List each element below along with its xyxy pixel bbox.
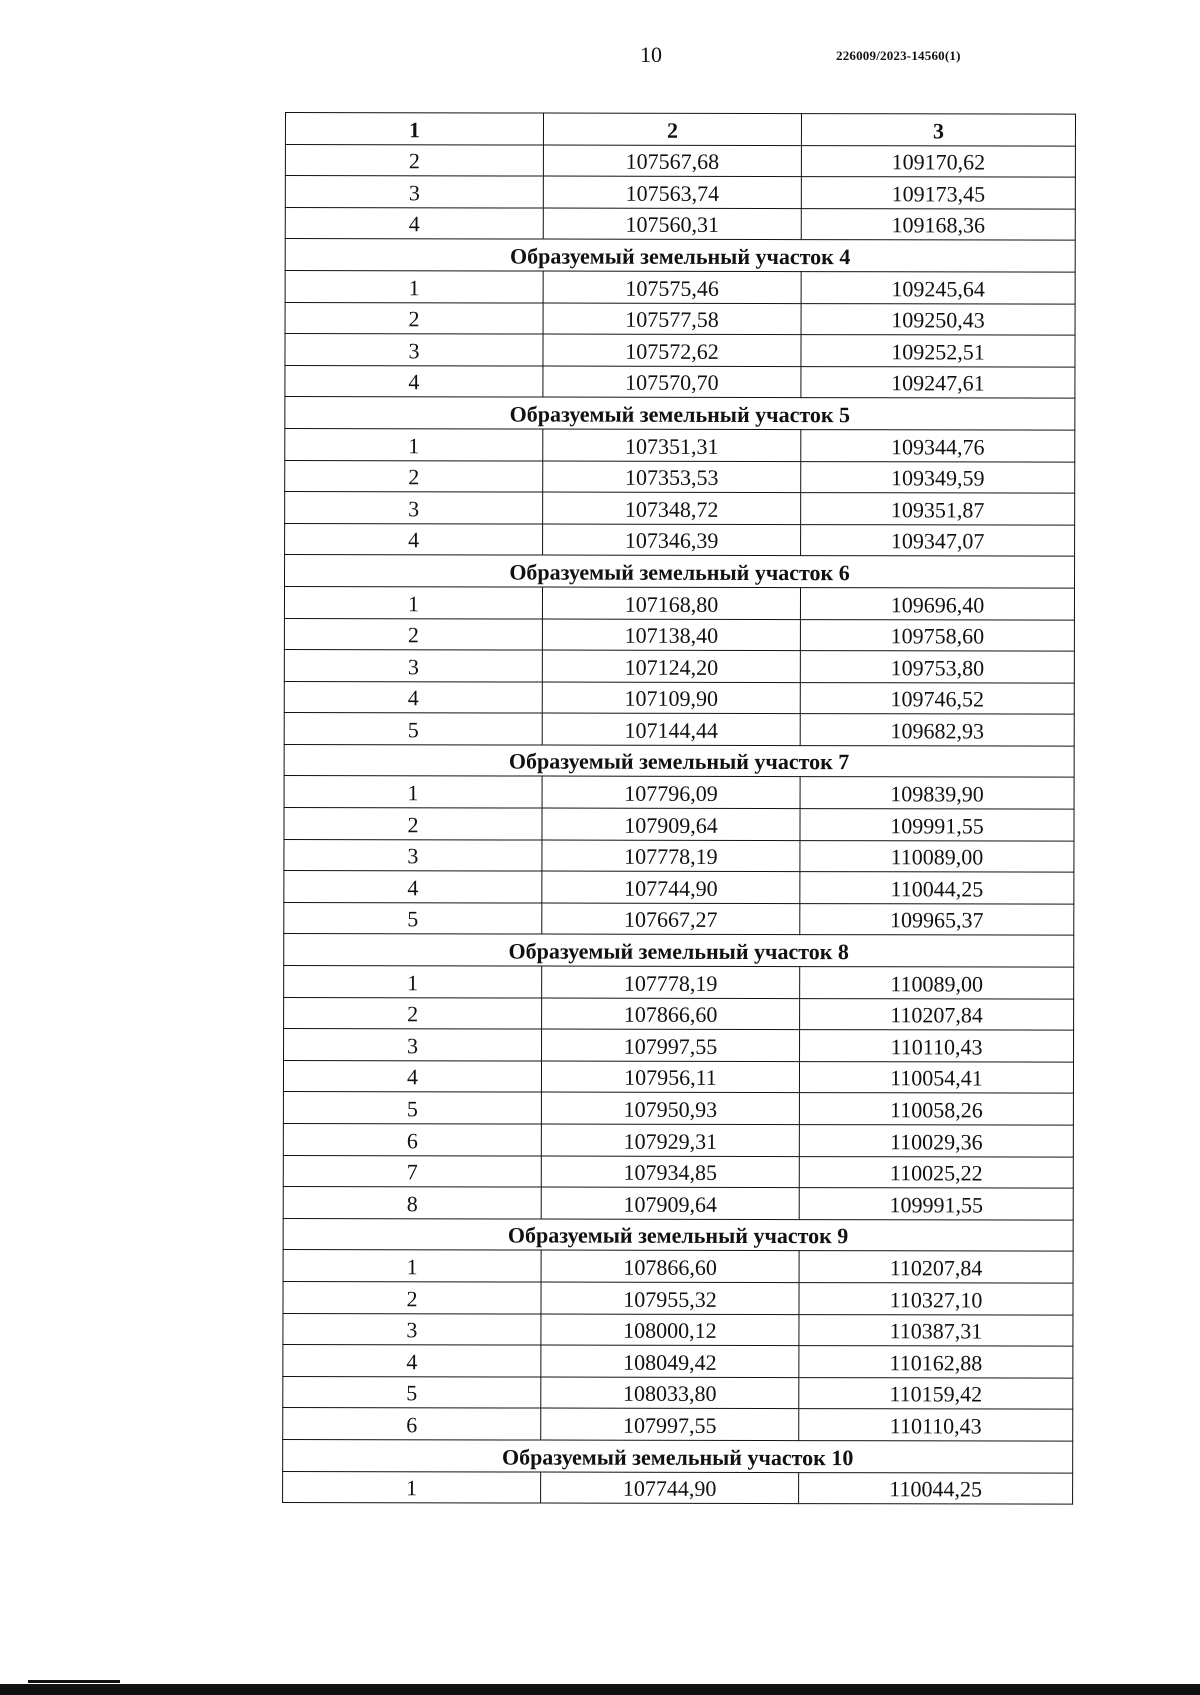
coordinate-y-cell: 110044,25 bbox=[799, 1472, 1073, 1504]
coordinate-x-cell: 107934,85 bbox=[541, 1156, 799, 1188]
coordinate-x-cell: 108049,42 bbox=[541, 1345, 799, 1377]
coordinate-x-cell: 107796,09 bbox=[542, 777, 800, 809]
coordinate-x-cell: 107109,90 bbox=[542, 682, 800, 714]
table-row bbox=[285, 460, 1075, 493]
table-row bbox=[284, 808, 1074, 841]
column-header: 3 bbox=[801, 114, 1075, 146]
coordinate-x-cell: 108000,12 bbox=[541, 1314, 799, 1346]
point-number-cell: 3 bbox=[284, 1029, 542, 1061]
coordinate-x-cell: 107744,90 bbox=[541, 1472, 799, 1504]
scan-edge-mark bbox=[28, 1680, 120, 1683]
coordinate-y-cell: 109753,80 bbox=[800, 651, 1074, 683]
table-row bbox=[285, 302, 1075, 335]
coordinate-y-cell: 109250,43 bbox=[801, 303, 1075, 335]
point-number-cell: 3 bbox=[283, 1313, 541, 1345]
coordinate-y-cell: 109965,37 bbox=[800, 903, 1074, 935]
coordinate-x-cell: 107563,74 bbox=[543, 176, 801, 208]
coordinates-table-wrapper bbox=[282, 112, 1075, 1505]
coordinate-y-cell: 110162,88 bbox=[799, 1346, 1073, 1378]
table-row bbox=[284, 1029, 1074, 1062]
point-number-cell: 7 bbox=[283, 1155, 541, 1187]
table-row bbox=[284, 776, 1074, 809]
table-row bbox=[283, 1155, 1073, 1188]
section-heading-row bbox=[283, 1439, 1073, 1472]
point-number-cell: 2 bbox=[284, 997, 542, 1029]
section-heading-row bbox=[285, 239, 1075, 272]
coordinate-y-cell: 109991,55 bbox=[799, 1188, 1073, 1220]
point-number-cell: 6 bbox=[283, 1123, 541, 1155]
coordinate-x-cell: 107997,55 bbox=[541, 1408, 799, 1440]
point-number-cell: 4 bbox=[285, 523, 543, 555]
section-heading: Образуемый земельный участок 8 bbox=[284, 934, 1074, 967]
coordinate-y-cell: 110029,36 bbox=[799, 1125, 1073, 1157]
coordinate-y-cell: 110089,00 bbox=[800, 840, 1074, 872]
section-heading: Образуемый земельный участок 10 bbox=[283, 1439, 1073, 1472]
coordinate-y-cell: 110054,41 bbox=[799, 1061, 1073, 1093]
coordinate-x-cell: 107353,53 bbox=[543, 461, 801, 493]
coordinate-x-cell: 107575,46 bbox=[543, 271, 801, 303]
table-row bbox=[284, 650, 1074, 683]
coordinate-y-cell: 109168,36 bbox=[801, 208, 1075, 240]
section-heading-row bbox=[284, 934, 1074, 967]
coordinate-y-cell: 109682,93 bbox=[800, 714, 1074, 746]
section-heading-row bbox=[285, 397, 1075, 430]
table-row bbox=[283, 1313, 1073, 1346]
table-row bbox=[283, 1250, 1073, 1283]
coordinate-y-cell: 110207,84 bbox=[799, 1251, 1073, 1283]
point-number-cell: 4 bbox=[285, 207, 543, 239]
table-row bbox=[285, 176, 1075, 209]
coordinate-x-cell: 107572,62 bbox=[543, 334, 801, 366]
table-row bbox=[284, 586, 1074, 619]
coordinate-y-cell: 109696,40 bbox=[800, 587, 1074, 619]
point-number-cell: 4 bbox=[284, 681, 542, 713]
section-heading-row bbox=[284, 744, 1074, 777]
coordinate-x-cell: 107168,80 bbox=[542, 587, 800, 619]
coordinate-y-cell: 110207,84 bbox=[800, 998, 1074, 1030]
coordinate-x-cell: 107138,40 bbox=[542, 619, 800, 651]
table-row bbox=[285, 523, 1075, 556]
coordinate-y-cell: 110058,26 bbox=[799, 1093, 1073, 1125]
coordinate-x-cell: 107950,93 bbox=[541, 1092, 799, 1124]
point-number-cell: 1 bbox=[284, 586, 542, 618]
table-row bbox=[285, 365, 1075, 398]
section-heading: Образуемый земельный участок 9 bbox=[283, 1218, 1073, 1251]
document-code: 226009/2023-14560(1) bbox=[836, 48, 961, 63]
coordinate-x-cell: 108033,80 bbox=[541, 1377, 799, 1409]
coordinate-y-cell: 109173,45 bbox=[801, 177, 1075, 209]
coordinate-x-cell: 107348,72 bbox=[543, 492, 801, 524]
table-row bbox=[285, 207, 1075, 240]
coordinate-x-cell: 107667,27 bbox=[542, 903, 800, 935]
point-number-cell: 4 bbox=[283, 1060, 541, 1092]
table-row bbox=[284, 966, 1074, 999]
coordinate-x-cell: 107567,68 bbox=[543, 145, 801, 177]
column-header: 1 bbox=[285, 113, 543, 145]
point-number-cell: 2 bbox=[284, 618, 542, 650]
coordinate-x-cell: 107144,44 bbox=[542, 713, 800, 745]
coordinate-y-cell: 109351,87 bbox=[801, 493, 1075, 525]
point-number-cell: 3 bbox=[285, 334, 543, 366]
table-row bbox=[284, 997, 1074, 1030]
point-number-cell: 2 bbox=[285, 302, 543, 334]
coordinate-y-cell: 110110,43 bbox=[799, 1409, 1073, 1441]
coordinate-y-cell: 109252,51 bbox=[801, 335, 1075, 367]
coordinate-y-cell: 110159,42 bbox=[799, 1377, 1073, 1409]
point-number-cell: 2 bbox=[285, 144, 543, 176]
section-heading-row bbox=[283, 1218, 1073, 1251]
scan-bottom-edge bbox=[0, 1684, 1200, 1695]
column-header: 2 bbox=[543, 113, 801, 145]
coordinates-table bbox=[282, 112, 1076, 1505]
point-number-cell: 1 bbox=[285, 428, 543, 460]
point-number-cell: 6 bbox=[283, 1408, 541, 1440]
point-number-cell: 2 bbox=[283, 1281, 541, 1313]
point-number-cell: 5 bbox=[284, 713, 542, 745]
table-row bbox=[283, 1376, 1073, 1409]
coordinate-x-cell: 107956,11 bbox=[541, 1061, 799, 1093]
point-number-cell: 3 bbox=[285, 176, 543, 208]
table-body bbox=[283, 144, 1076, 1504]
coordinate-x-cell: 107570,70 bbox=[543, 366, 801, 398]
table-row bbox=[284, 902, 1074, 935]
coordinate-y-cell: 109247,61 bbox=[801, 366, 1075, 398]
table-row bbox=[284, 839, 1074, 872]
point-number-cell: 1 bbox=[284, 966, 542, 998]
table-row bbox=[284, 681, 1074, 714]
point-number-cell: 1 bbox=[285, 270, 543, 302]
point-number-cell: 5 bbox=[284, 902, 542, 934]
coordinate-x-cell: 107778,19 bbox=[542, 966, 800, 998]
point-number-cell: 1 bbox=[284, 776, 542, 808]
coordinate-y-cell: 110327,10 bbox=[799, 1283, 1073, 1315]
point-number-cell: 2 bbox=[285, 460, 543, 492]
coordinate-x-cell: 107909,64 bbox=[541, 1187, 799, 1219]
table-row bbox=[285, 428, 1075, 461]
point-number-cell: 5 bbox=[283, 1092, 541, 1124]
coordinate-y-cell: 110025,22 bbox=[799, 1156, 1073, 1188]
section-heading: Образуемый земельный участок 7 bbox=[284, 744, 1074, 777]
point-number-cell: 1 bbox=[283, 1471, 541, 1503]
coordinate-x-cell: 107866,60 bbox=[541, 1250, 799, 1282]
table-row bbox=[284, 713, 1074, 746]
coordinate-x-cell: 107560,31 bbox=[543, 208, 801, 240]
section-heading-row bbox=[285, 555, 1075, 588]
table-row bbox=[283, 1092, 1073, 1125]
coordinate-x-cell: 107744,90 bbox=[542, 871, 800, 903]
coordinate-x-cell: 107997,55 bbox=[542, 1029, 800, 1061]
table-row bbox=[283, 1281, 1073, 1314]
table-row bbox=[283, 1060, 1073, 1093]
table-row bbox=[283, 1408, 1073, 1441]
coordinate-x-cell: 107929,31 bbox=[541, 1124, 799, 1156]
coordinate-y-cell: 109344,76 bbox=[801, 430, 1075, 462]
coordinate-y-cell: 110089,00 bbox=[800, 967, 1074, 999]
table-row bbox=[283, 1123, 1073, 1156]
point-number-cell: 1 bbox=[283, 1250, 541, 1282]
coordinate-y-cell: 109758,60 bbox=[800, 619, 1074, 651]
point-number-cell: 5 bbox=[283, 1376, 541, 1408]
point-number-cell: 8 bbox=[283, 1187, 541, 1219]
table-header-row bbox=[285, 113, 1075, 146]
table-row bbox=[284, 618, 1074, 651]
point-number-cell: 3 bbox=[284, 839, 542, 871]
coordinate-y-cell: 109349,59 bbox=[801, 461, 1075, 493]
table-row bbox=[283, 1345, 1073, 1378]
coordinate-x-cell: 107124,20 bbox=[542, 650, 800, 682]
table-row bbox=[285, 334, 1075, 367]
section-heading: Образуемый земельный участок 6 bbox=[285, 555, 1075, 588]
section-heading: Образуемый земельный участок 4 bbox=[285, 239, 1075, 272]
coordinate-y-cell: 110110,43 bbox=[800, 1030, 1074, 1062]
coordinate-x-cell: 107351,31 bbox=[543, 429, 801, 461]
coordinate-y-cell: 109746,52 bbox=[800, 682, 1074, 714]
coordinate-y-cell: 109839,90 bbox=[800, 777, 1074, 809]
table-row bbox=[285, 144, 1075, 177]
coordinate-x-cell: 107909,64 bbox=[542, 808, 800, 840]
table-row bbox=[284, 871, 1074, 904]
table-row bbox=[285, 492, 1075, 525]
table-row bbox=[283, 1471, 1073, 1504]
coordinate-y-cell: 109347,07 bbox=[801, 524, 1075, 556]
point-number-cell: 4 bbox=[283, 1345, 541, 1377]
coordinate-y-cell: 110387,31 bbox=[799, 1314, 1073, 1346]
point-number-cell: 4 bbox=[285, 365, 543, 397]
coordinate-x-cell: 107955,32 bbox=[541, 1282, 799, 1314]
coordinate-y-cell: 109245,64 bbox=[801, 272, 1075, 304]
table-row bbox=[283, 1187, 1073, 1220]
coordinate-x-cell: 107346,39 bbox=[543, 524, 801, 556]
point-number-cell: 2 bbox=[284, 808, 542, 840]
coordinate-y-cell: 109170,62 bbox=[801, 145, 1075, 177]
point-number-cell: 4 bbox=[284, 871, 542, 903]
coordinate-x-cell: 107577,58 bbox=[543, 303, 801, 335]
page-number: 10 bbox=[640, 42, 662, 67]
section-heading: Образуемый земельный участок 5 bbox=[285, 397, 1075, 430]
coordinate-x-cell: 107778,19 bbox=[542, 840, 800, 872]
coordinate-x-cell: 107866,60 bbox=[542, 998, 800, 1030]
coordinate-y-cell: 110044,25 bbox=[800, 872, 1074, 904]
table-row bbox=[285, 270, 1075, 303]
point-number-cell: 3 bbox=[284, 650, 542, 682]
coordinate-y-cell: 109991,55 bbox=[800, 809, 1074, 841]
point-number-cell: 3 bbox=[285, 492, 543, 524]
